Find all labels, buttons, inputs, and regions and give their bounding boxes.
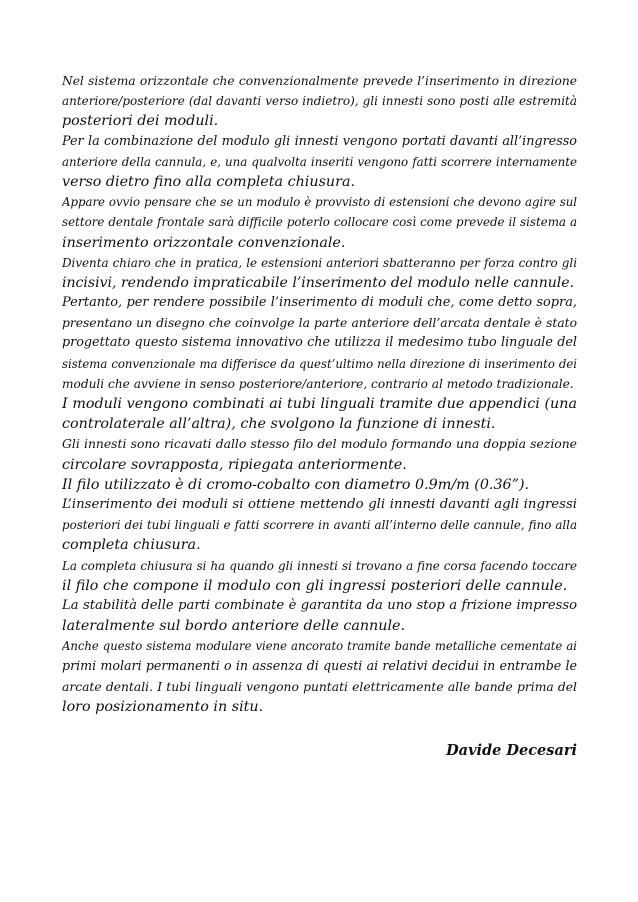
text-line: Anche questo sistema modulare viene ancorato tramite bande metalliche cementate ai bbox=[62, 639, 577, 654]
text-line: Diventa chiaro che in pratica, le estensioni anteriori sbatteranno per forza contro gli bbox=[62, 255, 577, 270]
text-line: loro posizionamento in situ. bbox=[62, 698, 264, 715]
text-line: controlaterale all’altra), che svolgono la funzione di innesti. bbox=[62, 416, 496, 433]
author-signature: Davide Decesari bbox=[446, 742, 577, 759]
text-line: presentano un disegno che coinvolge la parte anteriore dell’arcata dentale è stato bbox=[62, 316, 577, 331]
text-line: La stabilità delle parti combinate è garantita da uno stop a frizione impresso bbox=[62, 597, 577, 613]
text-line: completa chiusura. bbox=[62, 537, 201, 554]
text-line: Il filo utilizzato è di cromo-cobalto con diametro 0.9m/m (0.36”). bbox=[62, 476, 530, 493]
text-line: Gli innesti sono ricavati dallo stesso filo del modulo formando una doppia sezione bbox=[62, 437, 577, 452]
text-line: anteriore della cannula, e, una qualvolta inseriti vengono fatti scorrere internamente bbox=[62, 154, 577, 169]
text-line: moduli che avviene in senso posteriore/anteriore, contrario al metodo tradizionale. bbox=[62, 376, 574, 391]
text-line: settore dentale frontale sarà difficile poterlo collocare così come prevede il sistema a bbox=[62, 215, 577, 230]
text-line: posteriori dei tubi linguali e fatti scorrere in avanti all’interno delle cannule, fino alla bbox=[62, 518, 577, 533]
text-line: anteriore/posteriore (dal davanti verso indietro), gli innesti sono posti alle estremità bbox=[62, 94, 577, 109]
text-line: progettato questo sistema innovativo che utilizza il medesimo tubo linguale del bbox=[62, 335, 577, 351]
text-line: primi molari permanenti o in assenza di questi ai relativi decidui in entrambe le bbox=[62, 658, 577, 674]
text-line: incisivi, rendendo impraticabile l’inserimento del modulo nelle cannule. bbox=[62, 274, 575, 291]
text-line: Appare ovvio pensare che se un modulo è provvisto di estensioni che devono agire sul bbox=[62, 195, 577, 210]
text-line: I moduli vengono combinati ai tubi linguali tramite due appendici (una bbox=[62, 396, 577, 412]
text-line: il filo che compone il modulo con gli ingressi posteriori delle cannule. bbox=[62, 577, 568, 594]
text-line: lateralmente sul bordo anteriore delle cannule. bbox=[62, 618, 406, 635]
text-line: posteriori dei moduli. bbox=[62, 113, 219, 130]
text-line: circolare sovrapposta, ripiegata anteriormente. bbox=[62, 456, 407, 473]
text-line: inserimento orizzontale convenzionale. bbox=[62, 234, 346, 251]
text-line: Nel sistema orizzontale che convenzionalmente prevede l’inserimento in direzione bbox=[62, 74, 577, 88]
text-line: L’inserimento dei moduli si ottiene mettendo gli innesti davanti agli ingressi bbox=[62, 496, 577, 512]
body-text bbox=[62, 71, 577, 717]
text-line: sistema convenzionale ma differisce da quest’ultimo nella direzione di inserimento dei bbox=[62, 356, 577, 371]
text-line: La completa chiusura si ha quando gli innesti si trovano a fine corsa facendo toccare bbox=[62, 558, 577, 573]
text-line: arcate dentali. I tubi linguali vengono puntati elettricamente alle bande prima del bbox=[62, 679, 577, 694]
text-line: Per la combinazione del modulo gli innesti vengono portati davanti all’ingresso bbox=[62, 133, 577, 149]
text-line: verso dietro fino alla completa chiusura. bbox=[62, 173, 356, 190]
text-line: Pertanto, per rendere possibile l’inserimento di moduli che, come detto sopra, bbox=[62, 295, 577, 311]
